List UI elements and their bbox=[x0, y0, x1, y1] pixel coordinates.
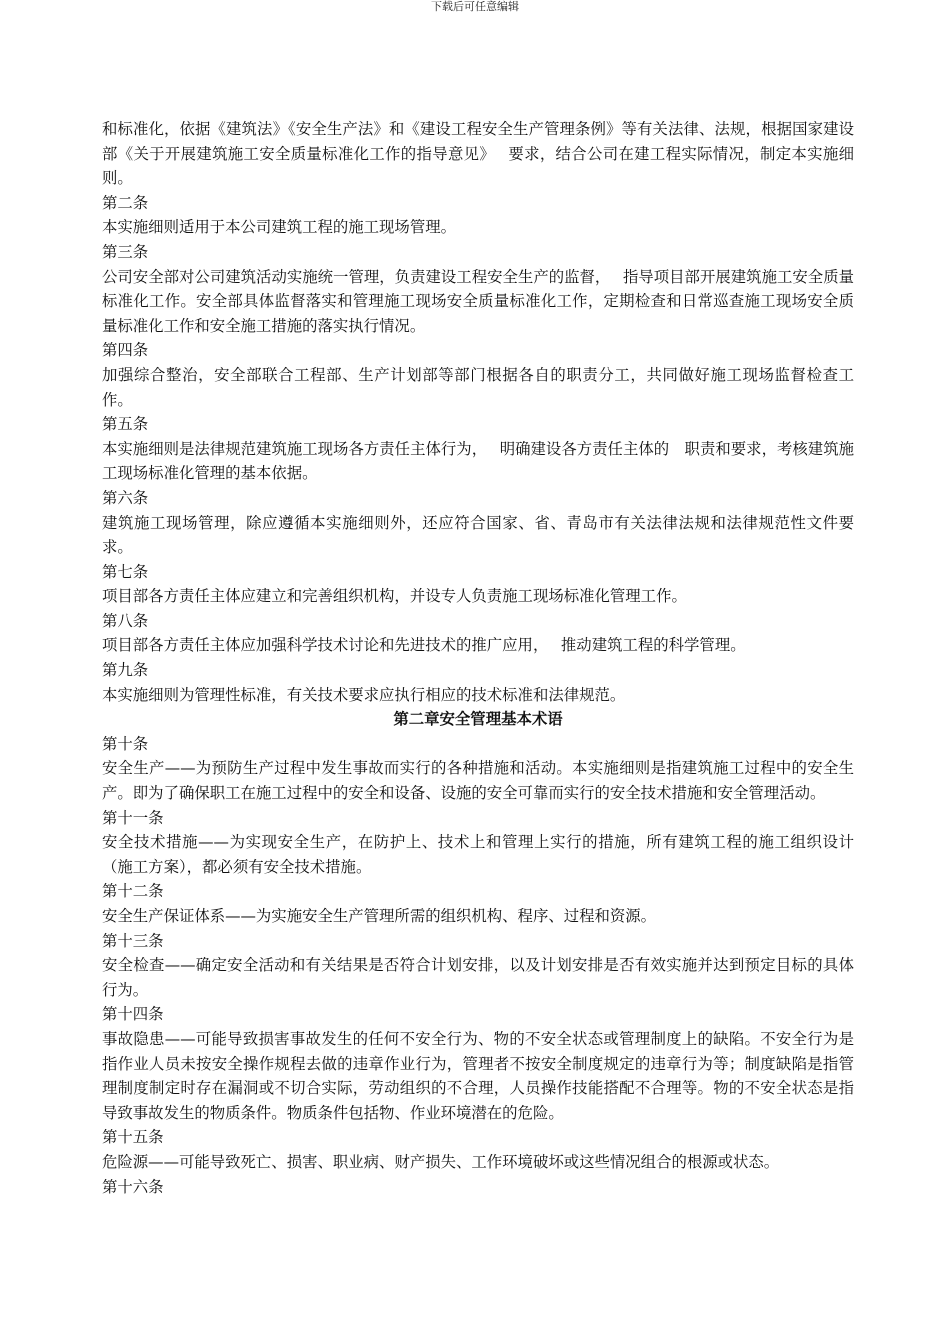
page-header: 下载后可任意编辑 bbox=[431, 0, 519, 13]
article-heading: 第十六条 bbox=[102, 1177, 164, 1196]
article-heading: 第七条 bbox=[102, 562, 149, 581]
article-heading: 第九条 bbox=[102, 661, 149, 680]
paragraph: 项目部各方责任主体应加强科学技术讨论和先进技术的推广应用， 推动建筑工程的科学管理。 bbox=[102, 636, 746, 655]
document-body bbox=[102, 117, 854, 1199]
paragraph: 危险源——可能导致死亡、损害、职业病、财产损失、工作环境破坏或这些情况组合的根源或状态。 bbox=[102, 1152, 780, 1171]
article-heading: 第二条 bbox=[102, 193, 149, 212]
article-heading: 第八条 bbox=[102, 611, 149, 630]
paragraph: 安全检查——确定安全活动和有关结果是否符合计划安排，以及计划安排是否有效实施并达到预定目标的具体行为。 bbox=[102, 956, 854, 999]
paragraph: 本实施细则为管理性标准，有关技术要求应执行相应的技术标准和法律规范。 bbox=[102, 685, 626, 704]
article-heading: 第四条 bbox=[102, 341, 149, 360]
paragraph: 安全生产保证体系——为实施安全生产管理所需的组织机构、程序、过程和资源。 bbox=[102, 907, 657, 925]
paragraph: 项目部各方责任主体应建立和完善组织机构，并设专人负责施工现场标准化管理工作。 bbox=[102, 587, 687, 606]
paragraph: 加强综合整治，安全部联合工程部、生产计划部等部门根据各自的职责分工，共同做好施工现场监督检查工作。 bbox=[102, 365, 854, 409]
paragraph: 安全技术措施——为实现安全生产，在防护上、技术上和管理上实行的措施，所有建筑工程的施工组织设计（施工方案），都必须有安全技术措施。 bbox=[102, 833, 854, 876]
article-heading: 第五条 bbox=[102, 415, 149, 434]
article-heading: 第三条 bbox=[102, 242, 149, 261]
paragraph: 安全生产——为预防生产过程中发生事故而实行的各种措施和活动。本实施细则是指建筑施工过程中的安全生产。即为了确保职工在施工过程中的安全和设备、设施的安全可靠而实行的安全技术措施和安全管理活动。 bbox=[102, 759, 854, 803]
paragraph: 本实施细则是法律规范建筑施工现场各方责任主体行为， 明确建设各方责任主体的 职责和要求，考核建筑施工现场标准化管理的基本依据。 bbox=[102, 439, 854, 483]
paragraph: 事故隐患——可能导致损害事故发生的任何不安全行为、物的不安全状态或管理制度上的缺陷。不安全行为是指作业人员未按安全操作规程去做的违章作业行为，管理者不按安全制度规定的违章行为等；制度缺陷是指管理制度制定时存在漏洞或不切合实际，劳动组织的不合理，人员操作技能搭配不合理等。物的不安全状态是指导致事故发生的物质条件。物质条件包括物、作业环境潜在的危险。 bbox=[102, 1029, 854, 1122]
article-heading: 第十一条 bbox=[102, 808, 164, 827]
paragraph: 本实施细则适用于本公司建筑工程的施工现场管理。 bbox=[102, 218, 456, 237]
article-heading: 第十条 bbox=[102, 734, 149, 753]
paragraph: 和标准化，依据《建筑法》《安全生产法》和《建设工程安全生产管理条例》等有关法律、法规，根据国家建设部《关于开展建筑施工安全质量标准化工作的指导意见》 要求，结合公司在建工程实际情况，制定本实施细则。 bbox=[102, 120, 854, 188]
article-heading: 第十二条 bbox=[102, 882, 164, 901]
article-heading: 第六条 bbox=[102, 488, 149, 507]
paragraph: 建筑施工现场管理，除应遵循本实施细则外，还应符合国家、省、青岛市有关法律法规和法律规范性文件要求。 bbox=[102, 513, 854, 557]
article-heading: 第十三条 bbox=[102, 931, 164, 950]
paragraph: 公司安全部对公司建筑活动实施统一管理，负责建设工程安全生产的监督， 指导项目部开展建筑施工安全质量标准化工作。安全部具体监督落实和管理施工现场安全质量标准化工作，定期检查和日常巡查施工现场安全质量标准化工作和安全施工措施的落实执行情况。 bbox=[102, 267, 854, 335]
article-heading: 第十四条 bbox=[102, 1005, 164, 1024]
article-heading: 第十五条 bbox=[102, 1128, 164, 1147]
chapter-heading: 第二章安全管理基本术语 bbox=[393, 710, 563, 729]
